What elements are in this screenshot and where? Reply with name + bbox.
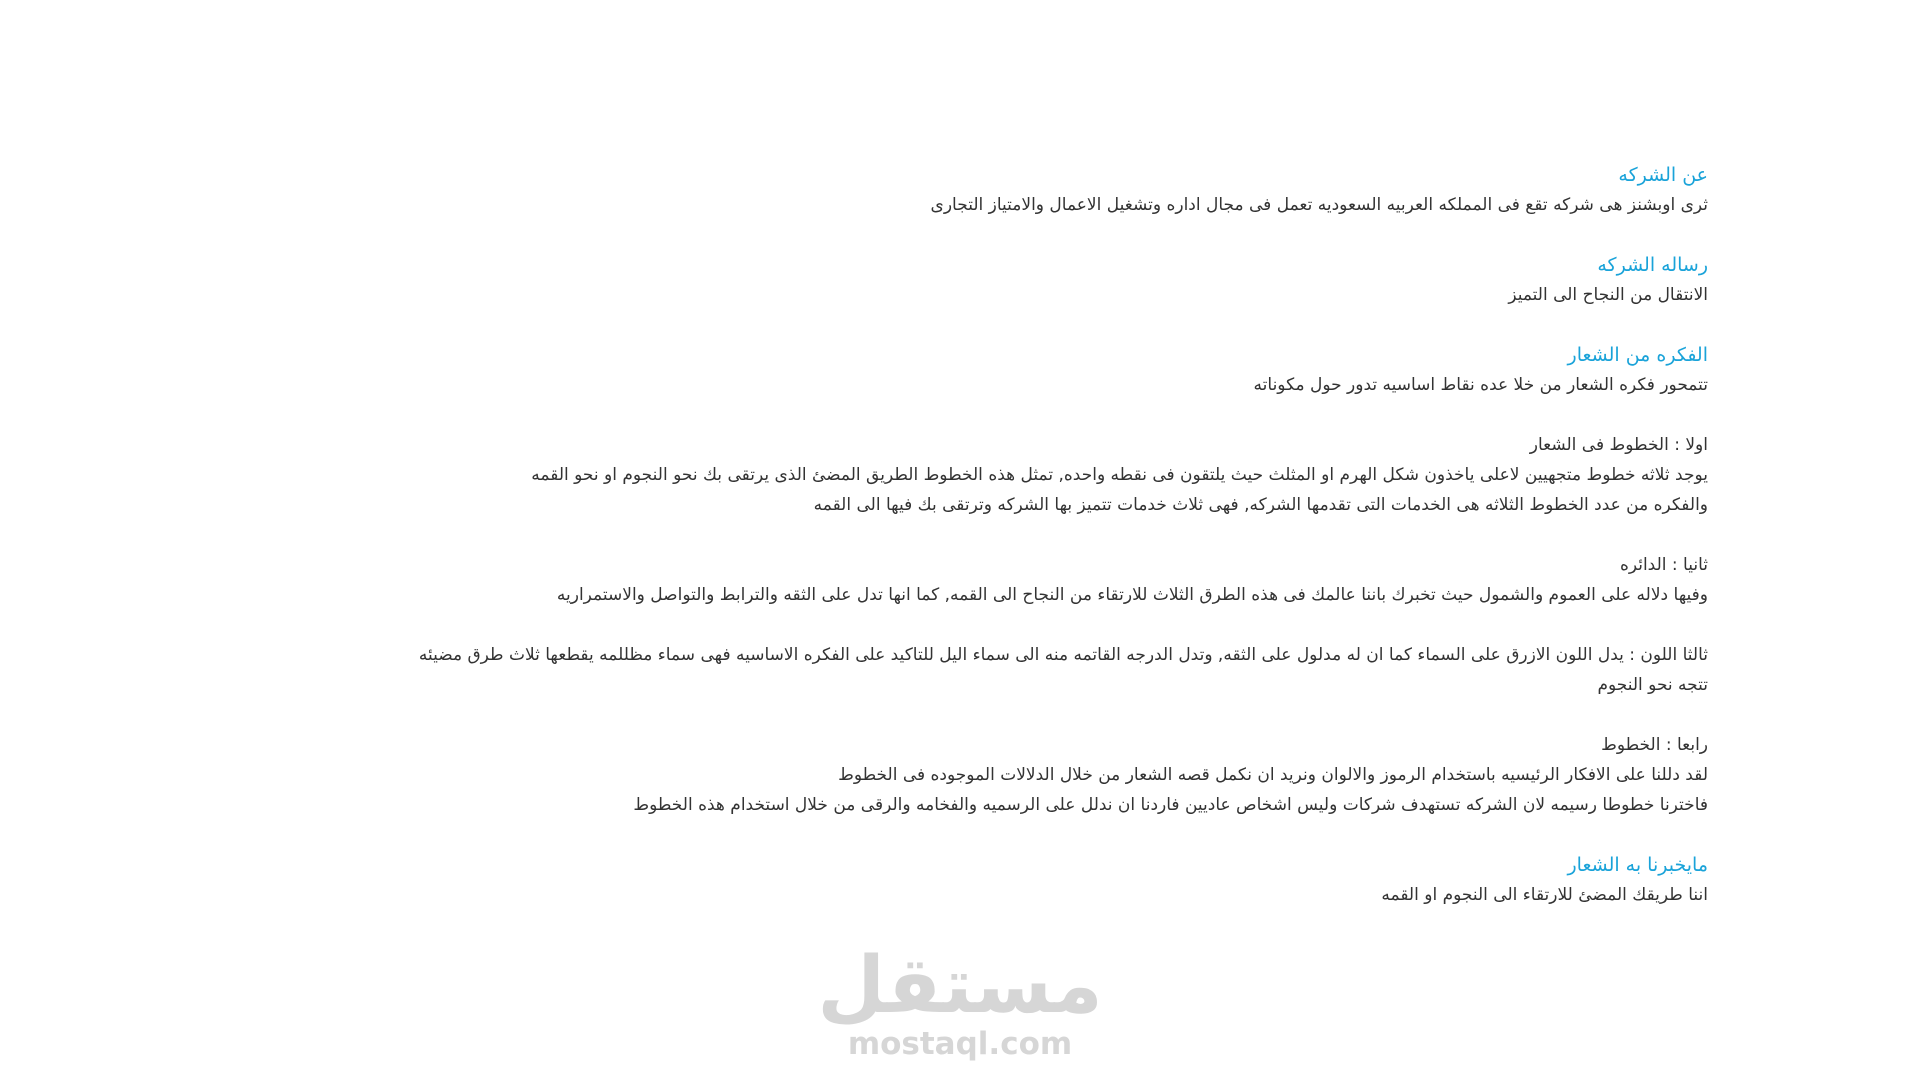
- section-logo-idea: [258, 340, 1708, 400]
- document-body: [258, 160, 1708, 940]
- paragraph-line: يوجد ثلاثه خطوط متجهيين لاعلى ياخذون شكل الهرم او المثلث حيث يلتقون فى نقطه واحده, تمثل هذه الخطوط الطريق المضئ الذى يرتقى بك نحو النجوم او نحو القمه: [531, 465, 1708, 485]
- watermark-arabic-text: مستقل: [817, 941, 1103, 1031]
- paragraph-line: وفيها دلاله على العموم والشمول حيث تخبرك باننا عالمك فى هذه الطرق الثلاث للارتقاء من النجاح الى القمه, كما انها تدل على الثقه والترابط والتواصل والاستمراريه: [556, 585, 1708, 605]
- paragraph-line: فاخترنا خطوطا رسيمه لان الشركه تستهدف شركات وليس اشخاص عاديين فاردنا ان ندلل على الرسميه والفخامه والرقى من خلال استخدام هذه الخطوط: [633, 795, 1708, 815]
- section-circle: [258, 550, 1708, 610]
- paragraph-line: الانتقال من النجاح الى التميز: [1508, 285, 1708, 305]
- mostaql-watermark: [0, 941, 1920, 1064]
- section-heading-mission: رساله الشركه: [1597, 254, 1708, 276]
- section-logo-message: [258, 850, 1708, 910]
- subheading-fonts: رابعا : الخطوط: [1601, 735, 1708, 755]
- watermark-latin-text: mostaql.com: [847, 1026, 1073, 1062]
- subheading-circle: ثانيا : الدائره: [1619, 555, 1708, 575]
- paragraph-line: ثرى اوبشنز هى شركه تقع فى المملكه العربيه السعوديه تعمل فى مجال اداره وتشغيل الاعمال والامتياز التجارى: [930, 195, 1708, 215]
- section-heading-about: عن الشركه: [1618, 164, 1708, 186]
- section-fonts: [258, 730, 1708, 820]
- subheading-lines: اولا : الخطوط فى الشعار: [1529, 435, 1708, 455]
- section-heading-logo-idea: الفكره من الشعار: [1567, 344, 1708, 366]
- paragraph-line: تتمحور فكره الشعار من خلا عده نقاط اساسيه تدور حول مكوناته: [1253, 375, 1708, 395]
- section-heading-logo-message: مايخبرنا به الشعار: [1567, 854, 1708, 876]
- paragraph-line: تتجه نحو النجوم: [1597, 675, 1708, 695]
- paragraph-line: لقد دللنا على الافكار الرئيسيه باستخدام الرموز والالوان ونريد ان نكمل قصه الشعار من خلال الدلالات الموجوده فى الخطوط: [838, 765, 1708, 785]
- section-color: [258, 640, 1708, 700]
- section-mission: [258, 250, 1708, 310]
- paragraph-line: ثالثا اللون : يدل اللون الازرق على السماء كما ان له مدلول على الثقه, وتدل الدرجه القاتمه منه الى سماء اليل للتاكيد على الفكره الاساسيه فهى سماء مظللمه يقطعها ثلاث طرق مضيئه: [418, 645, 1708, 665]
- section-lines: [258, 430, 1708, 520]
- paragraph-line: اننا طريقك المضئ للارتقاء الى النجوم او القمه: [1381, 885, 1708, 905]
- paragraph-line: والفكره من عدد الخطوط الثلاثه هى الخدمات التى تقدمها الشركه, فهى ثلاث خدمات تتميز بها الشركه وترتقى بك فيها الى القمه: [813, 495, 1708, 515]
- section-about: [258, 160, 1708, 220]
